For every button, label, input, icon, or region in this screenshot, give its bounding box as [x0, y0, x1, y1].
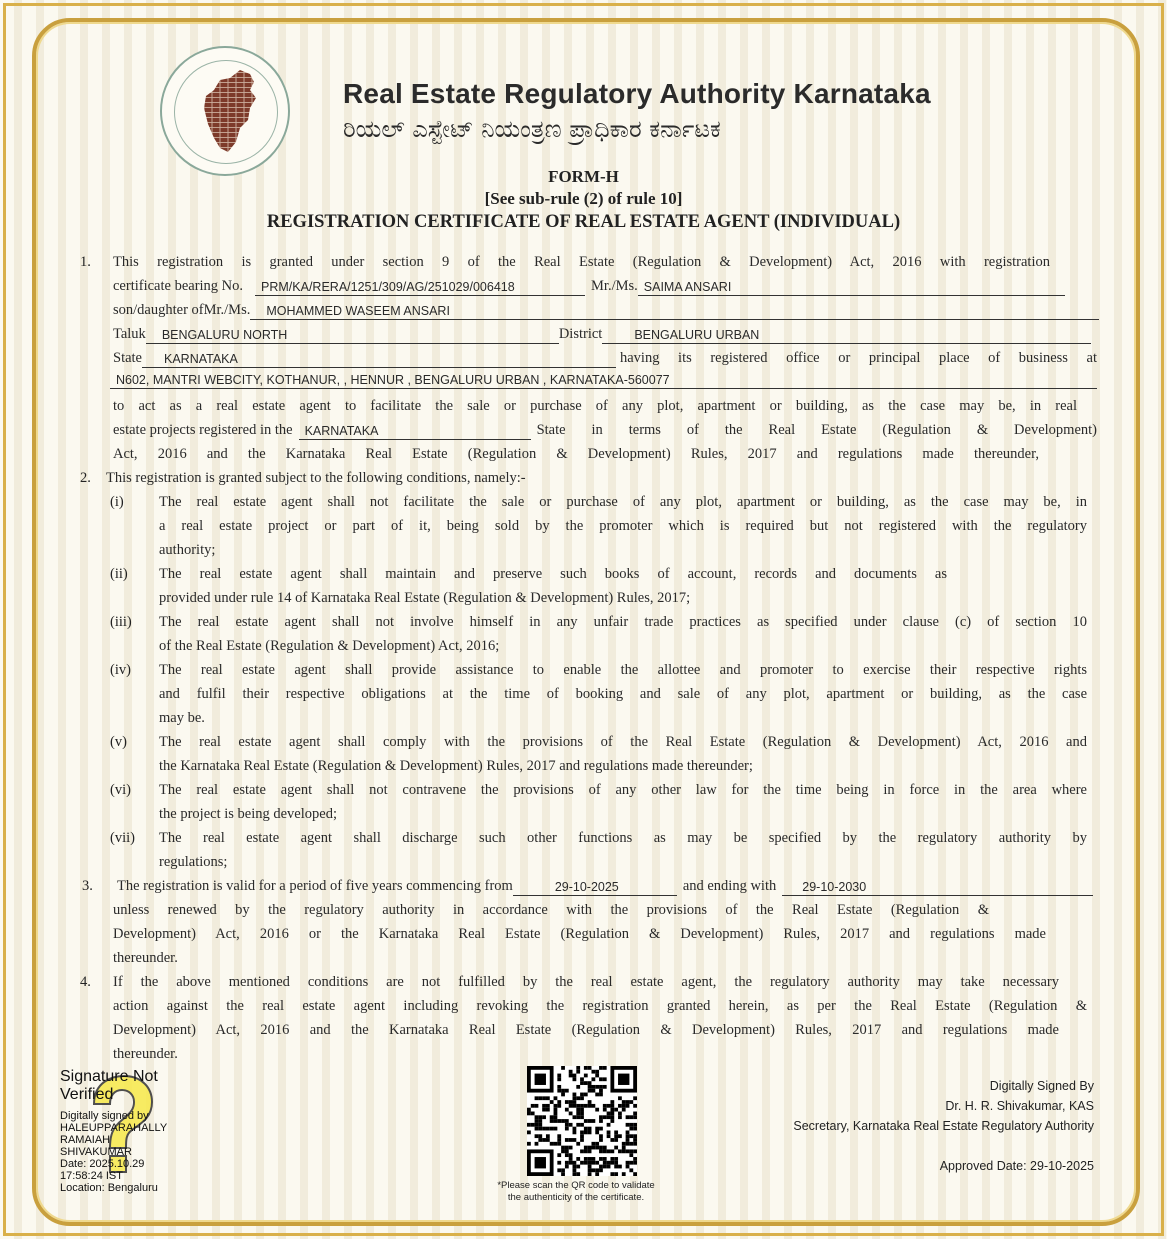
qr-note: *Please scan the QR code to validate the authenticity of the certificate.: [497, 1180, 655, 1203]
para4-line: If the above mentioned conditions are not fulfilled by the real estate agent, the regulatory authority may take necessary: [113, 974, 1059, 990]
parent-label: son/daughter ofMr./Ms.: [113, 302, 251, 318]
rule-reference: [See sub-rule (2) of rule 10]: [484, 189, 683, 208]
condition-line: a real estate project or part of it, being sold by the promoter which is required but not registered with the regulatory: [159, 518, 1087, 534]
condition-line: The real estate agent shall discharge such other functions as may be specified by the regulatory authority by: [159, 830, 1087, 846]
certificate-heading: REGISTRATION CERTIFICATE OF REAL ESTATE AGENT (INDIVIDUAL): [266, 212, 901, 232]
karnataka-map-icon: [200, 68, 258, 154]
signature-detail: HALEUPPARAHALLY: [60, 1122, 168, 1134]
condition-line: and fulfil their respective obligations at the time of booking and sale of any plot, apartment or building, as the case: [159, 686, 1087, 702]
rera-karnataka-seal-logo: [160, 46, 290, 176]
signer-name: Dr. H. R. Shivakumar, KAS: [945, 1099, 1094, 1113]
condition-label: (iii): [110, 614, 132, 630]
state-value: KARNATAKA: [142, 351, 616, 368]
condition-line: the project is being developed;: [159, 806, 337, 822]
condition-line: the Karnataka Real Estate (Regulation & Development) Rules, 2017 and regulations made thereunder;: [159, 758, 753, 774]
validity-text: The registration is valid for a period of five years commencing from: [117, 878, 513, 894]
valid-to-date: 29-10-2030: [782, 879, 1093, 896]
para1-line: This registration is granted under section 9 of the Real Estate (Regulation & Development) Act, 2016 with registration: [113, 254, 1050, 270]
name-label: Mr./Ms.: [591, 278, 638, 294]
para-number: 1.: [80, 254, 91, 270]
condition-label: (i): [110, 494, 124, 510]
form-number: FORM-H: [548, 167, 619, 186]
para4-line: Development) Act, 2016 and the Karnataka Real Estate (Regulation & Development) Rules, 2017 and regulations made: [113, 1022, 1059, 1038]
para2-intro: This registration is granted subject to the following conditions, namely:-: [106, 470, 526, 486]
condition-label: (ii): [110, 566, 128, 582]
condition-line: authority;: [159, 542, 216, 558]
para1-text: State in terms of the Real Estate (Regulation & Development): [536, 422, 1097, 438]
condition-label: (v): [110, 734, 127, 750]
para-number: 3.: [82, 878, 93, 894]
para3-line: thereunder.: [113, 950, 178, 966]
condition-label: (iv): [110, 662, 131, 678]
state-label: State: [113, 350, 142, 366]
registration-number: PRM/KA/RERA/1251/309/AG/251029/006418: [255, 279, 585, 296]
signature-status: Signature Not Verified: [60, 1068, 158, 1103]
condition-line: The real estate agent shall provide assistance to enable the allottee and promoter to exercise their respective rights: [159, 662, 1087, 678]
valid-from-date: 29-10-2025: [513, 879, 677, 896]
condition-label: (vi): [110, 782, 131, 798]
authority-title-kannada: ರಿಯಲ್ ಎಸ್ಟೇಟ್ ನಿಯಂತ್ರಣ ಪ್ರಾಧಿಕಾರ ಕರ್ನಾಟಕ: [343, 115, 721, 143]
parent-name: MOHAMMED WASEEM ANSARI: [250, 303, 1099, 320]
qr-code[interactable]: [527, 1066, 637, 1176]
condition-line: The real estate agent shall comply with the provisions of the Real Estate (Regulation & Development) Act, 2016 and: [159, 734, 1087, 750]
taluk-label: Taluk: [113, 326, 146, 342]
signed-by-label: Digitally Signed By: [989, 1079, 1094, 1093]
condition-line: The real estate agent shall not involve himself in any unfair trade practices as specified under clause (c) of section 10: [159, 614, 1087, 630]
signer-designation: Secretary, Karnataka Real Estate Regulatory Authority: [793, 1119, 1094, 1133]
agent-name: SAIMA ANSARI: [638, 279, 1065, 296]
condition-label: (vii): [110, 830, 135, 846]
office-address: N602, MANTRI WEBCITY, KOTHANUR, , HENNUR , BENGALURU URBAN , KARNATAKA-560077: [110, 372, 1097, 389]
signature-detail: SHIVAKUMAR: [60, 1146, 132, 1158]
district-label: District: [558, 326, 603, 342]
para4-line: action against the real estate agent including revoking the registration granted herein, as per the Real Estate (Regulation &: [113, 998, 1087, 1014]
district-value: BENGALURU URBAN: [602, 327, 1091, 344]
para1-line: to act as a real estate agent to facilitate the sale or purchase of any plot, apartment or building, as the case may be, in real: [113, 398, 1077, 414]
para-number: 4.: [80, 974, 91, 990]
condition-line: may be.: [159, 710, 205, 726]
office-label: having its registered office or principal place of business at: [620, 350, 1097, 366]
authority-title: Real Estate Regulatory Authority Karnataka: [343, 78, 931, 109]
approved-date: Approved Date: 29-10-2025: [939, 1159, 1094, 1173]
digital-signature-block[interactable]: [60, 1068, 170, 1194]
signature-detail: RAMAIAH: [60, 1134, 111, 1146]
para4-line: thereunder.: [113, 1046, 178, 1062]
taluk-value: BENGALURU NORTH: [146, 327, 559, 344]
para-number: 2.: [80, 470, 91, 486]
condition-line: of the Real Estate (Regulation & Development) Act, 2016;: [159, 638, 500, 654]
reg-no-label: certificate bearing No.: [113, 278, 244, 294]
condition-line: regulations;: [159, 854, 228, 870]
signature-detail: Digitally signed by: [60, 1110, 149, 1122]
validity-text: and ending with: [682, 878, 777, 894]
para3-line: unless renewed by the regulatory authority in accordance with the provisions of the Real Estate (Regulation &: [113, 902, 989, 918]
para1-text: estate projects registered in the: [113, 422, 293, 438]
signature-detail: Date: 2025.10.29: [60, 1158, 145, 1170]
condition-line: The real estate agent shall not facilitate the sale or purchase of any plot, apartment or building, as the case may be, in: [159, 494, 1087, 510]
project-state: KARNATAKA: [299, 423, 531, 440]
para1-line: Act, 2016 and the Karnataka Real Estate (Regulation & Development) Rules, 2017 and regulations made thereunder,: [113, 446, 1039, 462]
signature-detail: Location: Bengaluru: [60, 1182, 158, 1194]
signature-detail: 17:58:24 IST: [60, 1170, 123, 1182]
condition-line: The real estate agent shall not contravene the provisions of any other law for the time being in force in the area where: [159, 782, 1087, 798]
condition-line: The real estate agent shall maintain and preserve such books of account, records and documents as: [159, 566, 947, 582]
condition-line: provided under rule 14 of Karnataka Real Estate (Regulation & Development) Rules, 2017;: [159, 590, 691, 606]
para3-line: Development) Act, 2016 or the Karnataka Real Estate (Regulation & Development) Rules, 2017 and regulations made: [113, 926, 1046, 942]
